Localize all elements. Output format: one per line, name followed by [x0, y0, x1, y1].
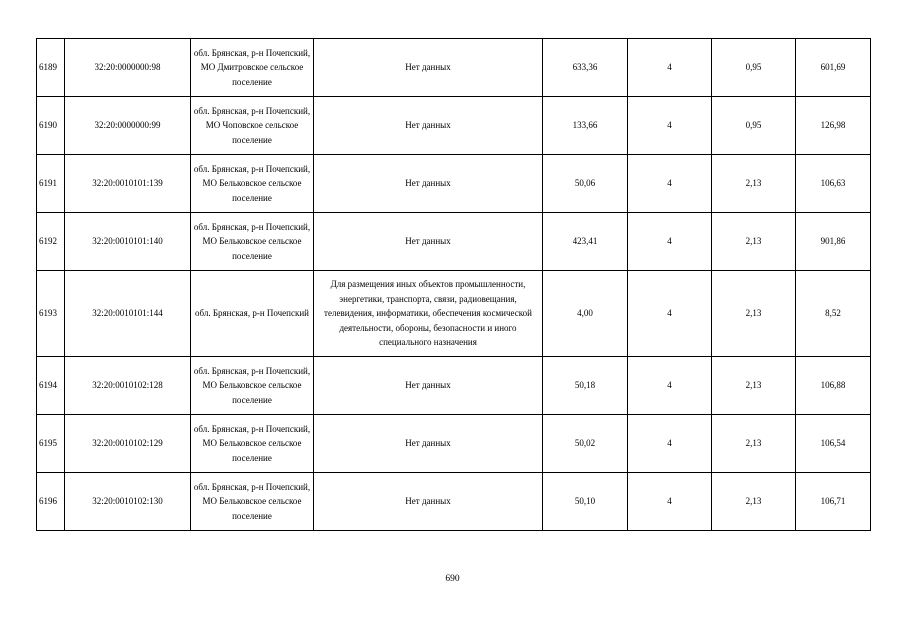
area: 50,02 [543, 415, 628, 473]
cadastral-number: 32:20:0010102:130 [65, 473, 191, 531]
location: обл. Брянская, р-н Почепский, МО Дмитровское сельское поселение [191, 39, 314, 97]
group: 4 [628, 357, 712, 415]
location: обл. Брянская, р-н Почепский, МО Чоповское сельское поселение [191, 97, 314, 155]
location: обл. Брянская, р-н Почепский, МО Бельковское сельское поселение [191, 357, 314, 415]
cadastral-number: 32:20:0010101:144 [65, 271, 191, 357]
cadastral-value: 106,63 [796, 155, 871, 213]
cadastral-number: 32:20:0010101:139 [65, 155, 191, 213]
permitted-use: Для размещения иных объектов промышленности, энергетики, транспорта, связи, радиовещания, телевидения, информатики, обеспечения космической деятельности, обороны, безопасности и иного специального назначения [314, 271, 543, 357]
rate: 2,13 [712, 271, 796, 357]
row-number: 6192 [37, 213, 65, 271]
row-number: 6190 [37, 97, 65, 155]
cadastral-value: 601,69 [796, 39, 871, 97]
table-row [37, 271, 871, 357]
permitted-use: Нет данных [314, 473, 543, 531]
rate: 0,95 [712, 39, 796, 97]
area: 50,18 [543, 357, 628, 415]
location: обл. Брянская, р-н Почепский, МО Бельковское сельское поселение [191, 415, 314, 473]
table-row [37, 415, 871, 473]
location: обл. Брянская, р-н Почепский, МО Бельковское сельское поселение [191, 213, 314, 271]
cadastral-number: 32:20:0010101:140 [65, 213, 191, 271]
table-row [37, 473, 871, 531]
cadastral-value: 106,88 [796, 357, 871, 415]
group: 4 [628, 271, 712, 357]
location: обл. Брянская, р-н Почепский, МО Бельковское сельское поселение [191, 155, 314, 213]
rate: 2,13 [712, 357, 796, 415]
permitted-use: Нет данных [314, 415, 543, 473]
area: 423,41 [543, 213, 628, 271]
rate: 2,13 [712, 155, 796, 213]
row-number: 6194 [37, 357, 65, 415]
group: 4 [628, 39, 712, 97]
rate: 2,13 [712, 473, 796, 531]
group: 4 [628, 97, 712, 155]
cadastral-number: 32:20:0010102:129 [65, 415, 191, 473]
group: 4 [628, 213, 712, 271]
row-number: 6196 [37, 473, 65, 531]
cadastral-number: 32:20:0000000:98 [65, 39, 191, 97]
cadastral-value: 126,98 [796, 97, 871, 155]
table-row [37, 213, 871, 271]
permitted-use: Нет данных [314, 357, 543, 415]
permitted-use: Нет данных [314, 39, 543, 97]
rate: 2,13 [712, 213, 796, 271]
cadastral-number: 32:20:0000000:99 [65, 97, 191, 155]
cadastral-value: 901,86 [796, 213, 871, 271]
group: 4 [628, 415, 712, 473]
row-number: 6191 [37, 155, 65, 213]
area: 133,66 [543, 97, 628, 155]
location: обл. Брянская, р-н Почепский, МО Бельковское сельское поселение [191, 473, 314, 531]
row-number: 6195 [37, 415, 65, 473]
permitted-use: Нет данных [314, 155, 543, 213]
row-number: 6189 [37, 39, 65, 97]
group: 4 [628, 155, 712, 213]
area: 633,36 [543, 39, 628, 97]
table-row [37, 97, 871, 155]
table-row [37, 357, 871, 415]
table-row [37, 155, 871, 213]
area: 50,06 [543, 155, 628, 213]
rate: 0,95 [712, 97, 796, 155]
cadastral-value: 106,54 [796, 415, 871, 473]
cadastral-value-table [36, 38, 871, 531]
permitted-use: Нет данных [314, 213, 543, 271]
table-row [37, 39, 871, 97]
cadastral-value: 8,52 [796, 271, 871, 357]
area: 50,10 [543, 473, 628, 531]
cadastral-number: 32:20:0010102:128 [65, 357, 191, 415]
group: 4 [628, 473, 712, 531]
row-number: 6193 [37, 271, 65, 357]
permitted-use: Нет данных [314, 97, 543, 155]
area: 4,00 [543, 271, 628, 357]
cadastral-value: 106,71 [796, 473, 871, 531]
location: обл. Брянская, р-н Почепский [191, 271, 314, 357]
page-number: 690 [445, 574, 460, 584]
rate: 2,13 [712, 415, 796, 473]
